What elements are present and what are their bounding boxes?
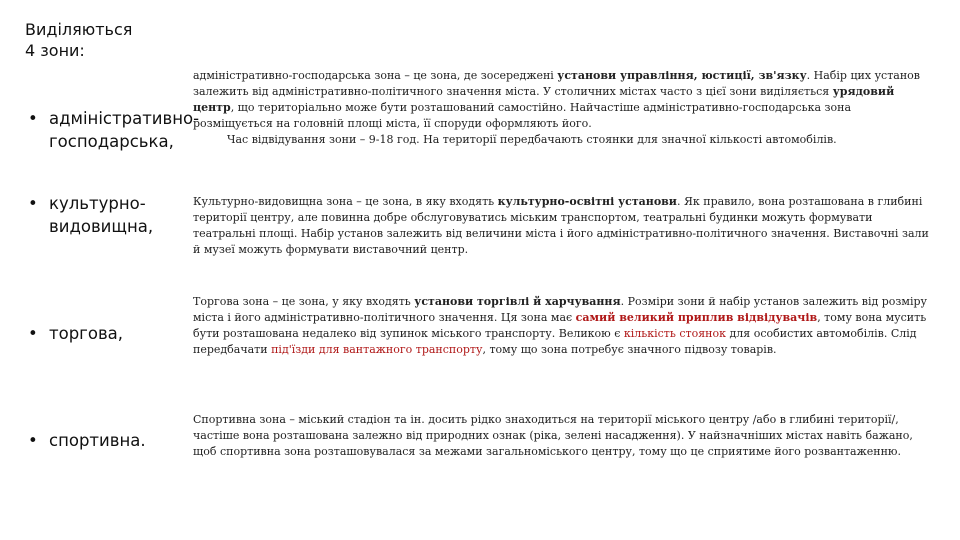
desc-trade-text-c: . Розміри зони й набір установ залежить від розміру міста і його адміністративно-політичного значення. Ця зона має [193, 295, 927, 324]
desc-trade-paragraph [193, 294, 933, 358]
desc-sport-paragraph: Спортивна зона – міський стадіон та ін. досить рідко знаходиться на території міського центру /або в глибині території/, частіше вона розташована залежно від природних ознак (ріка, зелені насадження). У найзначніших містах навіть бажано, щоб спортивна зона розташовувалася за межами загальноміського центру, тому що це сприятиме його розвантаженню. [193, 413, 913, 458]
desc-trade [193, 294, 933, 358]
desc-admin-hours: Час відвідування зони – 9-18 год. На території передбачають стоянки для значної кількості автомобілів. [227, 133, 837, 146]
bullet-sport [28, 429, 146, 452]
bullet-dot-icon: • [28, 431, 38, 450]
desc-culture-emphasis: культурно-освітні установи [497, 195, 677, 208]
bullet-culture-line-1: культурно- [49, 194, 146, 213]
slide-title-line-2: 4 зони: [25, 41, 85, 60]
desc-sport [193, 412, 933, 460]
desc-admin-text-e: , що територіально може бути розташований самостійно. Найчастіше адміністративно-господарська зона розміщується на головній площі міста, її споруди оформляють його. [193, 101, 852, 130]
bullet-culture [28, 192, 153, 238]
desc-trade-highlight-freight: під'їзди для вантажного транспорту [271, 343, 483, 356]
desc-culture-text-c: . Як правило, вона розташована в глибині території центру, але повинна добре обслуговуватись міським транспортом, театральні будинки можуть формувати театральні площі. Набір установ залежить від величини міста і його адміністративно-політичного значення. Виставочні зали й музеї можуть формувати виставочний центр. [193, 195, 929, 256]
desc-trade-emphasis-institutions: установи торгівлі й харчування [414, 295, 621, 308]
bullet-culture-line-2: видовищна, [49, 217, 154, 236]
desc-trade-text-g: для особистих автомобілів. Слід передбачати [193, 327, 917, 356]
bullet-sport-line-1: спортивна. [49, 431, 146, 450]
desc-trade-text-a: Торгова зона – це зона, у яку входять [193, 295, 415, 308]
desc-culture-text-a: Культурно-видовищна зона – це зона, в яку входять [193, 195, 498, 208]
desc-admin-emphasis-institutions: установи управління, юстиції, зв'язку [557, 69, 807, 82]
desc-admin-text-c: . Набір цих установ залежить від адміністративно-політичного значення міста. У столичних містах часто з цієї зони виділяється [193, 69, 920, 98]
desc-trade-highlight-visitors: самий великий приплив відвідувачів [575, 311, 818, 324]
desc-trade-text-e: , тому вона мусить бути розташована недалеко від зупинок міського транспорту. Великою є [193, 311, 927, 340]
slide-title [25, 19, 132, 61]
bullet-admin [28, 107, 199, 153]
slide-title-line-1: Виділяються [25, 20, 133, 39]
bullet-dot-icon: • [28, 109, 38, 128]
desc-trade-text-i: , тому що зона потребує значного підвозу товарів. [482, 343, 777, 356]
bullet-dot-icon: • [28, 324, 38, 343]
desc-admin-text-a: адміністративно-господарська зона – це зона, де зосереджені [193, 69, 558, 82]
desc-trade-highlight-parking: кількість стоянок [623, 327, 727, 340]
desc-admin-emphasis-government-center: урядовий центр [193, 85, 895, 114]
desc-admin-paragraph [193, 68, 933, 132]
bullet-trade-line-1: торгова, [49, 324, 124, 343]
bullet-dot-icon: • [28, 194, 38, 213]
bullet-admin-line-2: господарська, [49, 132, 174, 151]
desc-culture-paragraph [193, 194, 933, 258]
bullet-trade [28, 322, 123, 345]
desc-culture [193, 194, 933, 258]
bullet-admin-line-1: адміністративно- [49, 109, 200, 128]
desc-admin [193, 68, 933, 148]
